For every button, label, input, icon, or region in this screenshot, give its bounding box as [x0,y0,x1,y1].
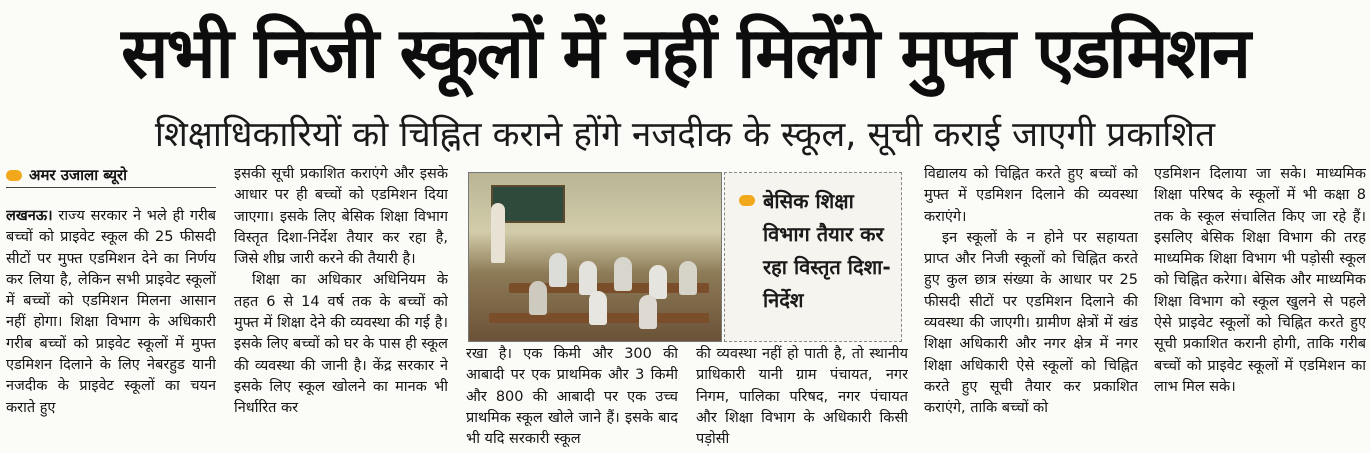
highlight-box [724,172,902,342]
student-figure [679,261,697,295]
column-3 [466,344,678,453]
highlight-text: बेसिक शिक्षा विभाग तैयार कर रहा विस्तृत दिशा-निर्देश [763,189,891,312]
student-figure [589,291,607,325]
student-figure [639,295,657,329]
paragraph: विद्यालय को चिह्नित करते हुए बच्चों को मुफ्त में एडमिशन दिलाने की व्यवस्था कराएंगे। [924,166,1138,225]
subheadline: शिक्षाधिकारियों को चिह्नित कराने होंगे नजदीक के स्कूल, सूची कराई जाएगी प्रकाशित [154,115,1216,155]
dateline: लखनऊ। [6,208,53,224]
paragraph: रखा है। एक किमी और 300 की आबादी पर एक प्राथमिक और 3 किमी और 800 की आबादी पर एक उच्च प्राथमिक स्कूल खोले जाने हैं। इसके बाद भी यदि सरकारी स्कूल [466,346,678,448]
headline: सभी निजी स्कूलों में नहीं मिलेंगे मुफ्त एडमिशन [121,12,1249,94]
byline-text: अमर उजाला ब्यूरो [29,166,128,184]
column-5 [924,164,1138,453]
column-4 [696,344,908,453]
column-6 [1154,164,1366,453]
paragraph-text: राज्य सरकार ने भले ही गरीब बच्चों को प्राइवेट स्कूल की 25 फीसदी सीटों पर मुफ्त एडमिशन देने का निर्णय कर लिया है, लेकिन सभी प्राइवेट स्कूलों में बच्चों को एडमिशन मिलना आसान नहीं होगा। शिक्षा विभाग के अधिकारी गरीब बच्चों को प्राइवेट स्कूलों में मुफ्त एडमिशन दिलाने के लिए नेबरहुड यानी नजदीक के प्राइवेट स्कूलों का चयन कराते हुए [6,208,216,416]
byline [6,164,216,188]
student-figure [614,257,632,291]
classroom-photo [468,172,722,342]
bullet-icon [6,170,22,181]
paragraph: इन स्कूलों के न होने पर सहायता प्राप्त और निजी स्कूलों को चिह्नित करते हुए कुल छात्र संख्या के आधार पर 25 फीसदी सीटों पर एडमिशन दिलाने की व्यवस्था की जाएगी। ग्रामीण क्षेत्रों में खंड शिक्षा अधिकारी और नगर क्षेत्र में नगर शिक्षा अधिकारी ऐसे स्कूलों को चिह्नित करते हुए सूची तैयार कर प्रकाशित कराएंगे, ताकि बच्चों को [924,229,1138,417]
paragraph [6,206,216,419]
student-figure [579,261,597,295]
student-figure [649,265,667,299]
student-figure [549,253,567,287]
column-2 [234,164,448,453]
paragraph: एडमिशन दिलाया जा सके। माध्यमिक शिक्षा परिषद के स्कूलों में भी कक्षा 8 तक के स्कूल संचालित किए जा रहे हैं। इसलिए बेसिक शिक्षा विभाग की तरह माध्यमिक शिक्षा विभाग भी पड़ोसी स्कूल को चिह्नित करेगा। बेसिक और माध्यमिक शिक्षा विभाग को स्कूल खुलने से पहले ऐसे प्राइवेट स्कूलों को चिह्नित करते हुए सूची प्रकाशित करानी होगी, ताकि गरीब बच्चों को प्राइवेट स्कूलों में एडमिशन का लाभ मिल सके। [1154,166,1366,395]
paragraph: शिक्षा का अधिकार अधिनियम के तहत 6 से 14 वर्ष तक के बच्चों को मुफ्त में शिक्षा देने की व्यवस्था की गई है। इसके लिए बच्चों को घर के पास ही स्कूल की व्यवस्था की जानी है। केंद्र सरकार ने इसके लिए स्कूल खोलने का मानक भी निर्धारित कर [234,272,448,417]
column-1 [6,164,216,453]
teacher-figure [491,203,505,263]
bullet-icon [739,195,755,206]
paragraph: की व्यवस्था नहीं हो पाती है, तो स्थानीय प्राधिकारी यानी ग्राम पंचायत, नगर निगम, पालिका परिषद, नगर पंचायत और शिक्षा विभाग के अधिकारी किसी पड़ोसी [696,346,908,448]
paragraph: इसकी सूची प्रकाशित कराएंगे और इसके आधार पर ही बच्चों को एडमिशन दिया जाएगा। इसके लिए बेसिक शिक्षा विभाग विस्तृत दिशा-निर्देश तैयार कर रहा है, जिसे शीघ्र जारी करने की तैयारी है। [234,166,448,268]
student-figure [529,281,547,315]
